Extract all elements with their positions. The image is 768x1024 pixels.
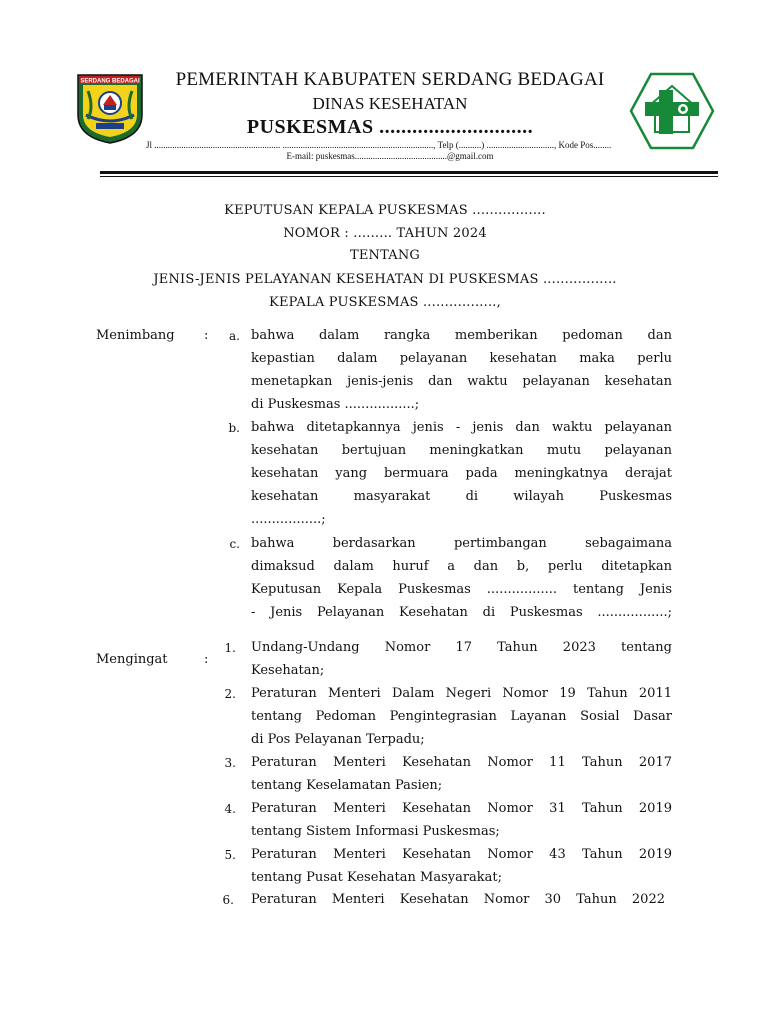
list-item-line: tentang Keselamatan Pasien;: [251, 778, 443, 793]
department-name: DINAS KESEHATAN: [312, 94, 468, 113]
list-item-line: Peraturan Menteri Dalam Negeri Nomor 19 Tahun 2011: [251, 686, 672, 701]
list-item-line: Undang-Undang Nomor 17 Tahun 2023 tentang: [251, 640, 672, 655]
decree-signatory: KEPALA PUSKESMAS .................,: [269, 295, 501, 310]
list-item-line: - Jenis Pelayanan Kesehatan di Puskesmas .................;: [251, 605, 672, 620]
list-item-line: menetapkan jenis-jenis dan waktu pelayanan kesehatan: [251, 374, 672, 389]
list-marker: c.: [229, 537, 240, 551]
list-item-line: Kesehatan;: [251, 663, 325, 678]
list-marker: 2.: [224, 687, 236, 701]
list-item-line: kesehatan bertujuan meningkatkan mutu pelayanan: [251, 443, 672, 458]
list-item-line: bahwa dalam rangka memberikan pedoman dan: [251, 328, 672, 343]
menimbang-label: Menimbang: [96, 328, 175, 343]
list-item-line: tentang Pedoman Pengintegrasian Layanan Sosial Dasar: [251, 709, 672, 724]
list-marker: 6.: [222, 893, 234, 907]
list-item-line: Peraturan Menteri Kesehatan Nomor 31 Tahun 2019: [251, 801, 672, 816]
list-item-line: kepastian dalam pelayanan kesehatan maka perlu: [251, 351, 672, 366]
list-item-line: .................;: [251, 512, 326, 527]
list-item-line: di Puskesmas .................;: [251, 397, 420, 412]
list-item-line: Peraturan Menteri Kesehatan Nomor 30 Tahun 2022: [251, 892, 665, 907]
menimbang-colon: :: [204, 328, 209, 343]
puskesmas-name: PUSKESMAS ............................: [246, 116, 534, 138]
mengingat-label: Mengingat: [96, 652, 168, 667]
list-item-line: tentang Pusat Kesehatan Masyarakat;: [251, 870, 503, 885]
list-marker: 1.: [224, 641, 236, 655]
list-marker: 3.: [224, 756, 236, 770]
list-marker: b.: [228, 421, 240, 435]
header-divider: [100, 171, 718, 174]
puskesmas-logo-icon: [629, 72, 715, 150]
mengingat-colon: :: [204, 652, 209, 667]
list-item-line: di Pos Pelayanan Terpadu;: [251, 732, 425, 747]
list-item-line: dimaksud dalam huruf a dan b, perlu ditetapkan: [251, 559, 672, 574]
list-item-line: Peraturan Menteri Kesehatan Nomor 43 Tahun 2019: [251, 847, 672, 862]
list-item-line: kesehatan masyarakat di wilayah Puskesmas: [251, 489, 672, 504]
list-marker: a.: [229, 329, 240, 343]
list-item-line: bahwa berdasarkan pertimbangan sebagaimana: [251, 536, 672, 551]
list-item-line: bahwa ditetapkannya jenis - jenis dan waktu pelayanan: [251, 420, 672, 435]
list-item-line: Peraturan Menteri Kesehatan Nomor 11 Tahun 2017: [251, 755, 672, 770]
decree-about: TENTANG: [349, 248, 421, 263]
serdang-bedagai-emblem-icon: [74, 71, 146, 145]
email-line: E-mail: puskesmas.........................................@gmail.com: [286, 151, 494, 161]
decree-title: KEPUTUSAN KEPALA PUSKESMAS .................: [224, 203, 546, 218]
list-item-line: tentang Sistem Informasi Puskesmas;: [251, 824, 500, 839]
list-item-line: kesehatan yang bermuara pada meningkatnya derajat: [251, 466, 672, 481]
government-name: PEMERINTAH KABUPATEN SERDANG BEDAGAI: [175, 69, 605, 90]
decree-subject: JENIS-JENIS PELAYANAN KESEHATAN DI PUSKESMAS .................: [153, 272, 617, 287]
list-marker: 4.: [224, 802, 236, 816]
svg-text:SERDANG BEDAGAI: SERDANG BEDAGAI: [80, 78, 140, 85]
list-item-line: Keputusan Kepala Puskesmas ................. tentang Jenis: [251, 582, 672, 597]
list-marker: 5.: [224, 848, 236, 862]
address-line: Jl ........................................................ ..................................................................., Telp (..........) .............................., Kode Pos........: [146, 140, 612, 150]
header-divider-thin: [100, 176, 718, 177]
decree-number: NOMOR : ......... TAHUN 2024: [283, 226, 487, 241]
